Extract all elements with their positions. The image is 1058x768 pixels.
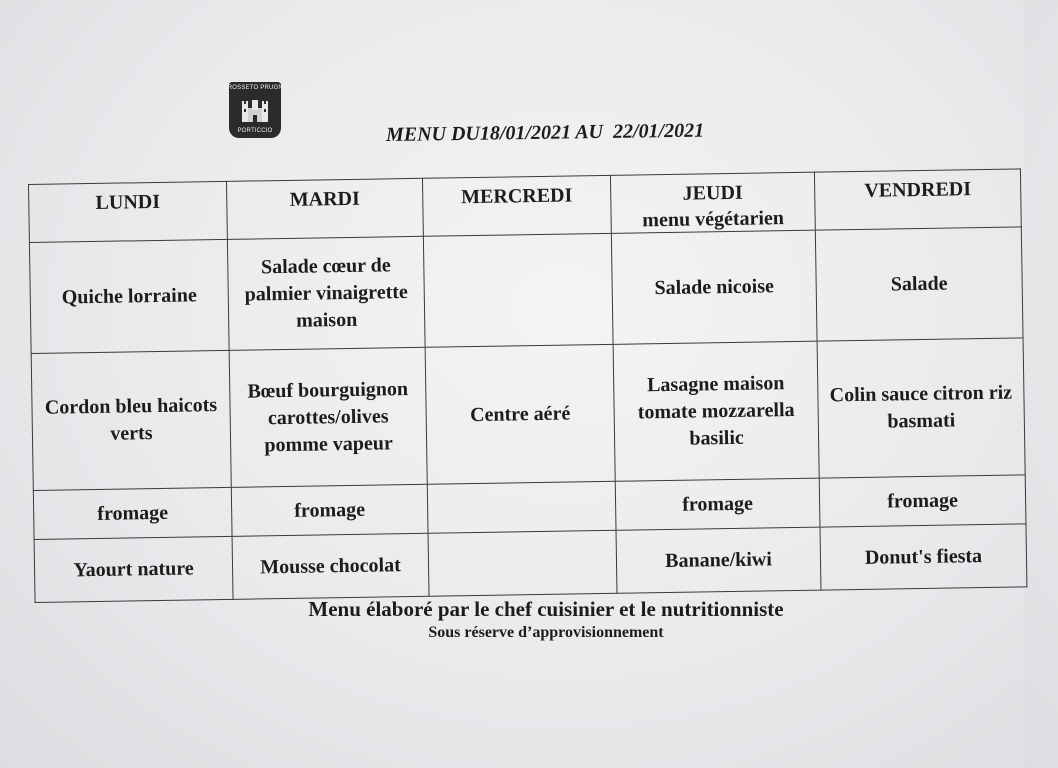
menu-cell: Salade cœur de palmier vinaigrette maison xyxy=(227,236,425,350)
menu-cell: Bœuf bourguignon carottes/olives pomme vapeur xyxy=(229,347,427,487)
footer-disclaimer: Sous réserve d’approvisionnement xyxy=(428,624,664,641)
menu-cell: Quiche lorraine xyxy=(29,239,229,353)
menu-cell: fromage xyxy=(819,475,1026,527)
day-header-wednesday: MERCREDI xyxy=(422,175,611,236)
menu-cell: fromage xyxy=(231,484,428,536)
weekly-menu-table xyxy=(28,168,1027,603)
menu-cell: fromage xyxy=(33,487,232,539)
menu-cell: Centre aéré xyxy=(425,344,615,484)
castle-icon xyxy=(238,96,272,124)
main-course-row xyxy=(31,338,1025,491)
menu-cell: Yaourt nature xyxy=(34,536,233,602)
starter-row xyxy=(29,227,1023,354)
menu-cell xyxy=(427,481,616,533)
menu-cell: Mousse chocolat xyxy=(232,533,429,599)
town-logo xyxy=(222,82,288,138)
menu-cell: Donut's fiesta xyxy=(820,524,1027,590)
menu-cell: Salade xyxy=(815,227,1023,341)
footer-note: Menu élaboré par le chef cuisinier et le nutritionniste xyxy=(308,597,784,621)
day-header-friday: VENDREDI xyxy=(814,169,1021,230)
menu-cell: Salade nicoise xyxy=(611,230,817,344)
day-header-tuesday: MARDI xyxy=(226,178,423,239)
day-header-thursday: JEUDI menu végétarien xyxy=(610,172,815,233)
menu-cell: Colin sauce citron riz basmati xyxy=(817,338,1025,478)
logo-bottom-text: PORTICCIO xyxy=(237,128,273,134)
menu-cell xyxy=(423,233,613,347)
menu-title: MENU DU18/01/2021 AU 22/01/2021 xyxy=(385,119,705,146)
menu-cell: Banane/kiwi xyxy=(616,527,821,593)
vegetarian-subtitle: menu végétarien xyxy=(642,207,785,232)
logo-top-text: GROSSETO PRUGNA xyxy=(222,85,288,91)
menu-cell: Cordon bleu haicots verts xyxy=(31,350,231,490)
menu-cell: fromage xyxy=(615,478,820,530)
menu-cell xyxy=(428,530,617,596)
day-header-monday: LUNDI xyxy=(29,181,228,242)
menu-cell: Lasagne maison tomate mozzarella basilic xyxy=(613,341,819,481)
